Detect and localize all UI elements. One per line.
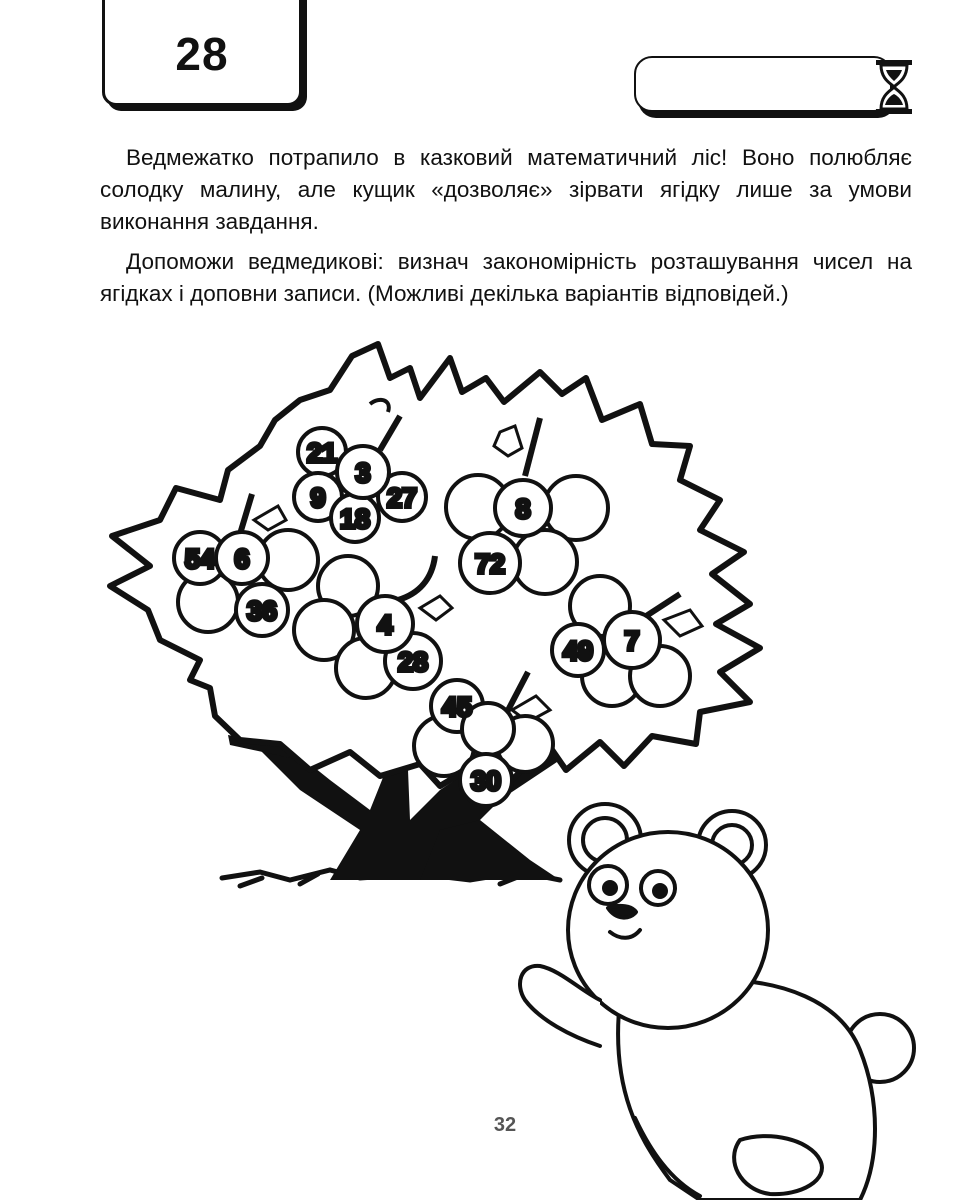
berry-number: 36 xyxy=(246,596,278,626)
berry-number: 9 xyxy=(310,483,326,513)
berry-number: 21 xyxy=(306,438,338,468)
berry-number: 30 xyxy=(470,766,502,796)
berry-number: 6 xyxy=(234,544,250,574)
berry-number: 27 xyxy=(386,483,418,513)
instruction-paragraph-2: Допоможи ведмедикові: визнач закономірність розташування чисел на ягідках і доповни записи. (Можливі декілька варіантів відповідей.) xyxy=(100,249,912,306)
berry-number: 72 xyxy=(474,549,506,579)
berry-number: 18 xyxy=(339,504,371,534)
berry-number: 4 xyxy=(377,610,393,640)
berry-number: 3 xyxy=(355,458,371,488)
berry-number: 54 xyxy=(184,544,216,574)
page-number: 32 xyxy=(493,1114,517,1136)
task-number: 28 xyxy=(175,28,229,80)
bear-illustration xyxy=(520,804,914,1200)
berry-number: 28 xyxy=(397,647,429,677)
instruction-paragraph-1: Ведмежатко потрапило в казковий математичний ліс! Воно полюбляє солодку малину, але кущик «дозволяє» зірвати ягідку лише за умови виконання завдання. xyxy=(100,145,912,234)
berry-number: 45 xyxy=(441,692,473,722)
berry-number: 49 xyxy=(562,636,594,666)
berry-number: 7 xyxy=(624,626,640,656)
berry-number: 8 xyxy=(515,494,531,524)
